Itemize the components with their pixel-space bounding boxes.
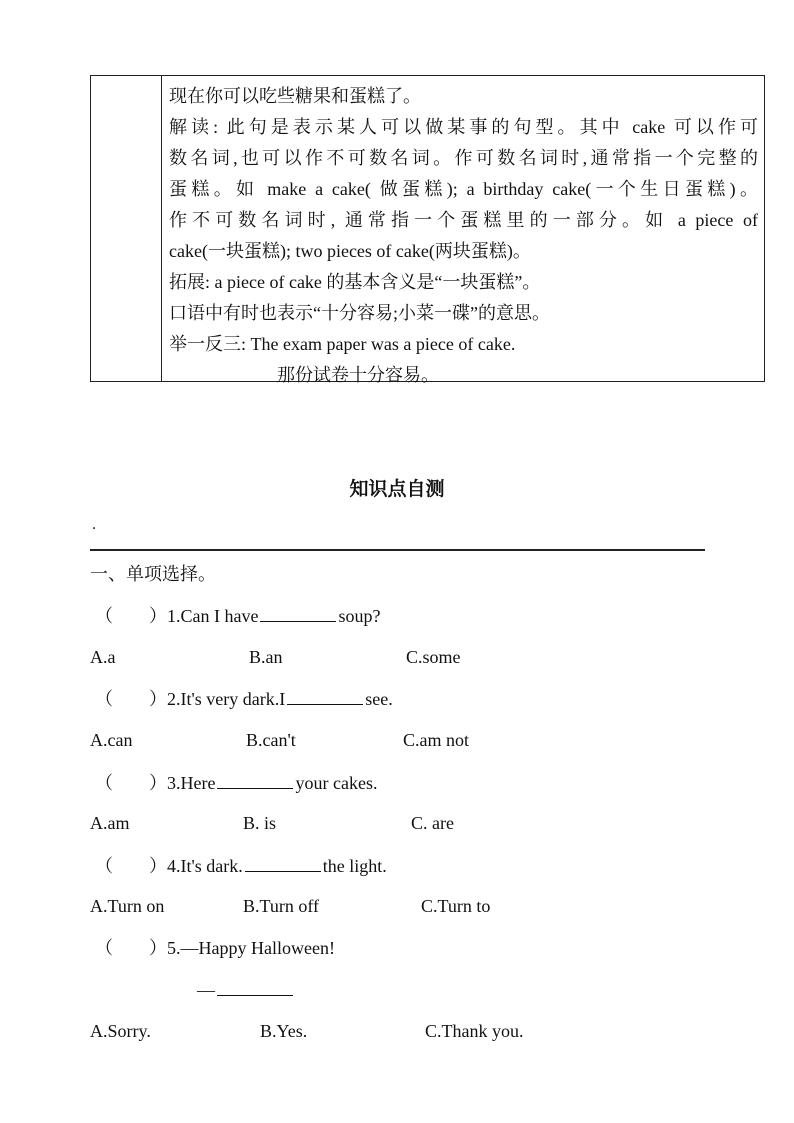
reply-dash: — bbox=[197, 980, 215, 1000]
option-b[interactable]: B.can't bbox=[246, 730, 296, 750]
table-line: 拓展: a piece of cake 的基本含义是“一块蛋糕”。 bbox=[169, 272, 541, 292]
section-title: 知识点自测 bbox=[349, 478, 445, 500]
option-a[interactable]: A.a bbox=[90, 647, 116, 667]
question-suffix: the light. bbox=[322, 856, 387, 876]
table-line: cake(一块蛋糕); two pieces of cake(两块蛋糕)。 bbox=[169, 241, 531, 261]
table-line: 现在你可以吃些糖果和蛋糕了。 bbox=[169, 86, 421, 106]
table-line: 解读: 此句是表示某人可以做某事的句型。其中 cake 可以作可 bbox=[169, 117, 758, 137]
table-line: 作不可数名词时, 通常指一个蛋糕里的一部分。如 a piece of bbox=[169, 210, 758, 230]
table-line: 蛋糕。如 make a cake( 做蛋糕); a birthday cake(一个生日蛋糕)。 bbox=[169, 179, 758, 199]
horizontal-rule bbox=[90, 549, 705, 551]
question-suffix: soup? bbox=[338, 606, 381, 626]
table-column-divider bbox=[161, 76, 162, 381]
option-a[interactable]: A.am bbox=[90, 813, 130, 833]
answer-blank[interactable] bbox=[287, 686, 363, 705]
table-line: 举一反三: The exam paper was a piece of cake. bbox=[169, 334, 516, 354]
dot-mark: . bbox=[92, 516, 96, 533]
question-prefix: （ ）1.Can I have bbox=[95, 606, 259, 626]
table-line-translation: 那份试卷十分容易。 bbox=[277, 365, 439, 385]
question-3 bbox=[95, 770, 377, 795]
question-prefix: （ ）3.Here bbox=[95, 773, 216, 793]
part-heading: 一、单项选择。 bbox=[90, 564, 216, 584]
option-b[interactable]: B.Turn off bbox=[243, 896, 320, 916]
answer-blank[interactable] bbox=[245, 853, 321, 872]
question-2 bbox=[95, 686, 393, 711]
option-a[interactable]: A.Turn on bbox=[90, 896, 165, 916]
question-5-reply bbox=[197, 977, 295, 1002]
option-c[interactable]: C.Turn to bbox=[421, 896, 491, 916]
answer-blank[interactable] bbox=[217, 770, 293, 789]
option-b[interactable]: B. is bbox=[243, 813, 277, 833]
table-line: 数名词,也可以作不可数名词。作可数名词时,通常指一个完整的 bbox=[169, 148, 758, 168]
question-5: （ ）5.—Happy Halloween! bbox=[95, 938, 335, 958]
question-1 bbox=[95, 603, 380, 628]
option-b[interactable]: B.Yes. bbox=[260, 1021, 308, 1041]
option-c[interactable]: C.am not bbox=[403, 730, 469, 750]
option-c[interactable]: C. are bbox=[411, 813, 454, 833]
question-suffix: see. bbox=[365, 689, 393, 709]
option-a[interactable]: A.can bbox=[90, 730, 133, 750]
option-c[interactable]: C.Thank you. bbox=[425, 1021, 524, 1041]
answer-blank[interactable] bbox=[260, 603, 336, 622]
table-line: 口语中有时也表示“十分容易;小菜一碟”的意思。 bbox=[169, 303, 550, 323]
option-b[interactable]: B.an bbox=[249, 647, 283, 667]
question-4 bbox=[95, 853, 387, 878]
explanation-table bbox=[90, 75, 765, 385]
question-prefix: （ ）4.It's dark. bbox=[95, 856, 243, 876]
option-c[interactable]: C.some bbox=[406, 647, 461, 667]
question-prefix: （ ）2.It's very dark.I bbox=[95, 689, 286, 709]
question-suffix: your cakes. bbox=[295, 773, 378, 793]
answer-blank[interactable] bbox=[217, 977, 293, 996]
option-a[interactable]: A.Sorry. bbox=[90, 1021, 151, 1041]
